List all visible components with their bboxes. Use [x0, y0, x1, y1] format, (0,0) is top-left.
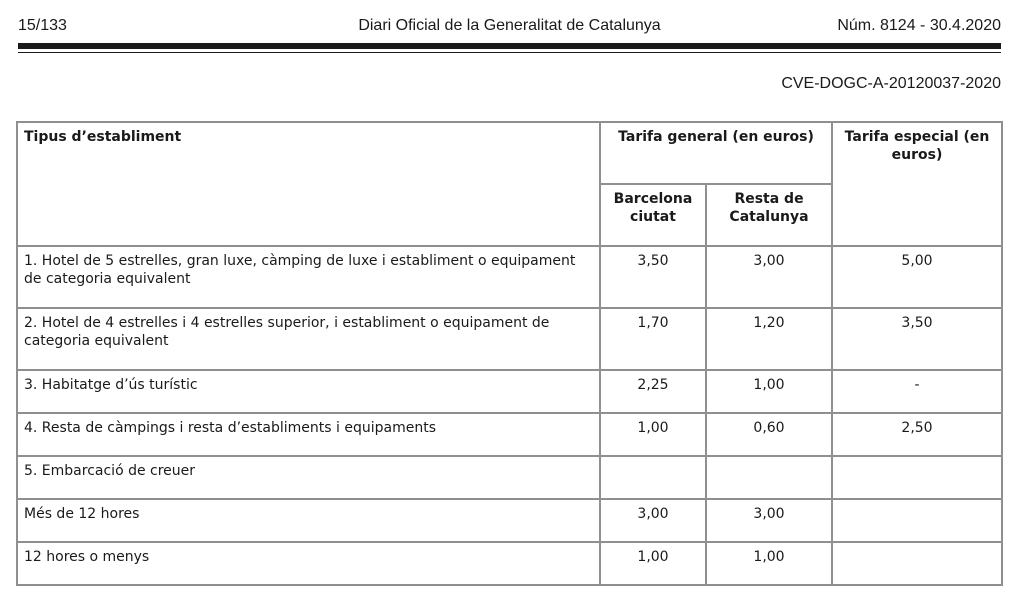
tariff-table [16, 121, 1003, 586]
cell-establishment-type: Més de 12 hores [17, 499, 600, 542]
cell-rest-rate: 1,20 [706, 308, 832, 370]
cve-code: CVE-DOGC-A-20120037-2020 [781, 75, 1001, 92]
header-rest-of-catalonia: Resta de Catalunya [706, 184, 832, 246]
cell-establishment-type: 3. Habitatge d’ús turístic [17, 370, 600, 413]
cell-establishment-type: 1. Hotel de 5 estrelles, gran luxe, càmping de luxe i establiment o equipament de categoria equivalent [17, 246, 600, 308]
table-row [17, 456, 1002, 499]
header-barcelona-city: Barcelona ciutat [600, 184, 706, 246]
table-row [17, 499, 1002, 542]
cell-rest-rate [706, 456, 832, 499]
header-rule-thin [18, 52, 1001, 53]
page-header [18, 0, 1001, 44]
cell-barcelona-rate: 1,00 [600, 413, 706, 456]
table-row [17, 370, 1002, 413]
table-row [17, 308, 1002, 370]
cell-special-rate [832, 456, 1002, 499]
cell-barcelona-rate [600, 456, 706, 499]
cell-establishment-type: 12 hores o menys [17, 542, 600, 585]
cell-barcelona-rate: 2,25 [600, 370, 706, 413]
cell-establishment-type: 4. Resta de càmpings i resta d’establiments i equipaments [17, 413, 600, 456]
cell-barcelona-rate: 1,00 [600, 542, 706, 585]
publication-title: Diari Oficial de la Generalitat de Catalunya [358, 17, 661, 34]
cell-special-rate: 5,00 [832, 246, 1002, 308]
cell-rest-rate: 1,00 [706, 370, 832, 413]
header-general-rate: Tarifa general (en euros) [600, 122, 832, 184]
cell-barcelona-rate: 3,50 [600, 246, 706, 308]
cell-rest-rate: 3,00 [706, 246, 832, 308]
cell-establishment-type: 5. Embarcació de creuer [17, 456, 600, 499]
cell-special-rate: - [832, 370, 1002, 413]
cell-special-rate [832, 499, 1002, 542]
cell-barcelona-rate: 3,00 [600, 499, 706, 542]
header-special-rate: Tarifa especial (en euros) [832, 122, 1002, 246]
cell-rest-rate: 0,60 [706, 413, 832, 456]
issue-number-date: Núm. 8124 - 30.4.2020 [837, 17, 1001, 34]
cell-special-rate [832, 542, 1002, 585]
page-number: 15/133 [18, 17, 67, 34]
table-header-row [17, 122, 1002, 184]
cell-special-rate: 2,50 [832, 413, 1002, 456]
table-row [17, 542, 1002, 585]
header-establishment-type: Tipus d’establiment [17, 122, 600, 246]
cell-barcelona-rate: 1,70 [600, 308, 706, 370]
cell-establishment-type: 2. Hotel de 4 estrelles i 4 estrelles superior, i establiment o equipament de categoria equivalent [17, 308, 600, 370]
table-row [17, 413, 1002, 456]
cell-rest-rate: 3,00 [706, 499, 832, 542]
header-rule-thick [18, 43, 1001, 49]
cell-rest-rate: 1,00 [706, 542, 832, 585]
table-row [17, 246, 1002, 308]
cell-special-rate: 3,50 [832, 308, 1002, 370]
